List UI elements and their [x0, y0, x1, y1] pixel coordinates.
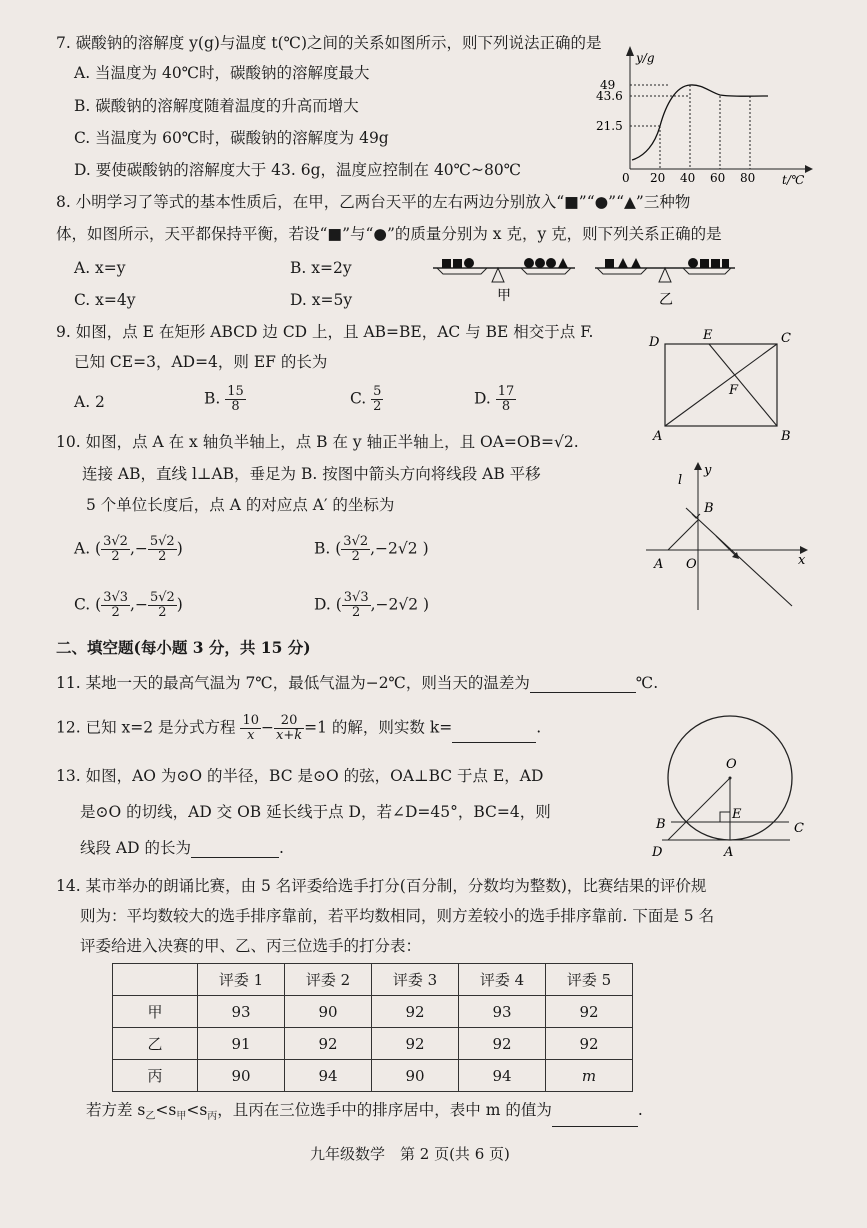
q14-answer-blank[interactable] [552, 1110, 638, 1127]
table-row [113, 1060, 633, 1092]
q9-option-c: C. $\frac{5}{2}$ [350, 384, 382, 414]
q8-option-c: C. x=4y [74, 291, 136, 309]
graph-xtick-60: 60 [710, 171, 726, 185]
graph-ylabel: y/g [636, 51, 655, 65]
table-cell: m [546, 1060, 633, 1092]
table-row [113, 996, 633, 1028]
graph-ytick-43-6: 43.6 [596, 89, 623, 103]
svg-text:O: O [726, 757, 737, 772]
svg-text:x: x [798, 553, 806, 568]
balance-figure [425, 252, 755, 314]
q10-line2: 连接 AB，直线 l⊥AB，垂足为 B. 按图中箭头方向将线段 AB 平移 [82, 465, 541, 483]
q9-option-a: A. 2 [74, 393, 105, 411]
table-cell [113, 964, 198, 996]
svg-text:B: B [656, 817, 666, 832]
q10-line3: 5 个单位长度后，点 A 的对应点 A′ 的坐标为 [86, 496, 395, 514]
table-cell: 90 [372, 1060, 459, 1092]
svg-text:E: E [732, 807, 742, 822]
circle-figure [640, 706, 815, 866]
section-fill-blank-title: 二、填空题(每小题 3 分，共 15 分) [56, 638, 311, 657]
table-header-row [113, 964, 633, 996]
q14-tail: 若方差 $s_乙<s_甲<s_丙$，且丙在三位选手中的排序居中，表中 m 的值为 . [86, 1100, 643, 1127]
q14-line3: 评委给进入决赛的甲、乙、丙三位选手的打分表： [80, 937, 422, 955]
graph-xtick-20: 20 [650, 171, 666, 185]
svg-text:E: E [703, 328, 713, 343]
graph-xtick-80: 80 [740, 171, 756, 185]
q7-option-b: B. 碳酸钠的溶解度随着温度的升高而增大 [74, 97, 359, 115]
svg-text:D: D [649, 335, 660, 350]
q13-line3: 线段 AD 的长为 . [80, 839, 284, 857]
table-cell: 评委 3 [372, 964, 459, 996]
table-cell: 92 [546, 1028, 633, 1060]
q9-option-b: B. $\frac{15}{8}$ [204, 384, 244, 414]
table-cell: 丙 [113, 1060, 198, 1092]
table-cell: 评委 5 [546, 964, 633, 996]
q8-line1: 8. 小明学习了等式的基本性质后，在甲，乙两台天平的左右两边分别放入“■”“●”“▲”三种物 [56, 193, 691, 211]
q11: 11. 某地一天的最高气温为 7℃，最低气温为−2℃，则当天的温差为 ℃. [56, 674, 659, 692]
svg-text:D: D [652, 845, 663, 860]
q10-option-a: A. ( $\frac{3√2}{2}$ ,− $\frac{5√2}{2}$ ) [74, 534, 183, 564]
q7-option-c: C. 当温度为 60℃时，碳酸钠的溶解度为 49g [74, 129, 389, 147]
table-cell: 90 [285, 996, 372, 1028]
q8-line2: 体，如图所示，天平都保持平衡，若设“■”与“●”的质量分别为 x 克，y 克，则下列关系正确的是 [56, 225, 722, 243]
table-cell: 评委 1 [198, 964, 285, 996]
table-cell: 91 [198, 1028, 285, 1060]
page-footer: 九年级数学 第 2 页(共 6 页) [310, 1145, 510, 1163]
coordinate-figure [640, 460, 815, 612]
q11-answer-blank[interactable] [530, 676, 636, 693]
graph-xtick-0: 0 [622, 171, 630, 185]
svg-text:B: B [704, 501, 714, 516]
graph-ytick-49: 49 [600, 78, 616, 92]
svg-text:l: l [678, 473, 683, 488]
q7-stem: 7. 碳酸钠的溶解度 y(g)与温度 t(℃)之间的关系如图所示，则下列说法正确的是 [56, 34, 602, 52]
rectangle-figure [645, 326, 795, 448]
table-cell: 93 [459, 996, 546, 1028]
graph-xtick-40: 40 [680, 171, 696, 185]
q14-line1: 14. 某市举办的朗诵比赛，由 5 名评委给选手打分(百分制，分数均为整数)，比赛结果的评价规 [56, 877, 707, 895]
solubility-graph [596, 44, 815, 187]
q13-line2: 是⊙O 的切线，AD 交 OB 延长线于点 D，若∠D=45°，BC=4，则 [80, 803, 551, 821]
q10-option-c: C. ( $\frac{3√3}{2}$ ,− $\frac{5√2}{2}$ ) [74, 590, 183, 620]
svg-text:F: F [729, 383, 739, 398]
q8-option-b: B. x=2y [290, 259, 352, 277]
table-cell: 92 [372, 1028, 459, 1060]
table-cell: 93 [198, 996, 285, 1028]
graph-ytick-21-5: 21.5 [596, 119, 623, 133]
q8-option-d: D. x=5y [290, 291, 353, 309]
table-cell: 乙 [113, 1028, 198, 1060]
q7-option-d: D. 要使碳酸钠的溶解度大于 43. 6g，温度应控制在 40℃~80℃ [74, 161, 522, 179]
svg-text:A: A [653, 429, 663, 444]
table-cell: 评委 2 [285, 964, 372, 996]
q12: 12. 已知 x=2 是分式方程 $\frac{10}{x}$ − $\frac{20}{x+k}$ =1 的解，则实数 k= . [56, 713, 542, 743]
table-row [113, 1028, 633, 1060]
balance-yi [595, 258, 735, 308]
svg-text:O: O [686, 557, 697, 572]
solubility-curve [632, 85, 768, 160]
table-cell: 92 [546, 996, 633, 1028]
table-cell: 94 [285, 1060, 372, 1092]
table-cell: 甲 [113, 996, 198, 1028]
table-cell: 92 [459, 1028, 546, 1060]
q8-option-a: A. x=y [74, 259, 126, 277]
q13-answer-blank[interactable] [191, 841, 279, 858]
table-cell: 92 [285, 1028, 372, 1060]
label-jia: 甲 [497, 288, 511, 304]
q7-option-a: A. 当温度为 40℃时，碳酸钠的溶解度最大 [74, 64, 370, 82]
svg-text:A: A [724, 845, 734, 860]
svg-text:C: C [781, 331, 791, 346]
svg-text:y: y [704, 463, 712, 478]
svg-text:B: B [781, 429, 791, 444]
q9-option-d: D. $\frac{17}{8}$ [474, 384, 515, 414]
q10-option-d: D. ( $\frac{3√3}{2}$ ,−2√2 ) [314, 590, 430, 620]
svg-text:A: A [654, 557, 664, 572]
q10-option-b: B. ( $\frac{3√2}{2}$ ,−2√2 ) [314, 534, 429, 564]
q12-answer-blank[interactable] [452, 726, 536, 743]
balance-jia [433, 258, 575, 304]
q9-line2: 已知 CE=3，AD=4，则 EF 的长为 [74, 353, 328, 371]
table-cell: 94 [459, 1060, 546, 1092]
q9-line1: 9. 如图，点 E 在矩形 ABCD 边 CD 上，且 AB=BE，AC 与 BE 相交于点 F. [56, 323, 594, 341]
q14-line2: 则为：平均数较大的选手排序靠前，若平均数相同，则方差较小的选手排序靠前. 下面是 5 名 [80, 907, 715, 925]
svg-text:C: C [794, 821, 804, 836]
q13-line1: 13. 如图，AO 为⊙O 的半径，BC 是⊙O 的弦，OA⊥BC 于点 E，AD [56, 767, 544, 785]
table-cell: 评委 4 [459, 964, 546, 996]
score-table [112, 963, 633, 1092]
label-yi: 乙 [659, 292, 673, 308]
table-cell: 92 [372, 996, 459, 1028]
q10-line1: 10. 如图，点 A 在 x 轴负半轴上，点 B 在 y 轴正半轴上，且 OA=OB=√2. [56, 433, 579, 451]
graph-xlabel: t/℃ [782, 173, 805, 187]
table-cell: 90 [198, 1060, 285, 1092]
